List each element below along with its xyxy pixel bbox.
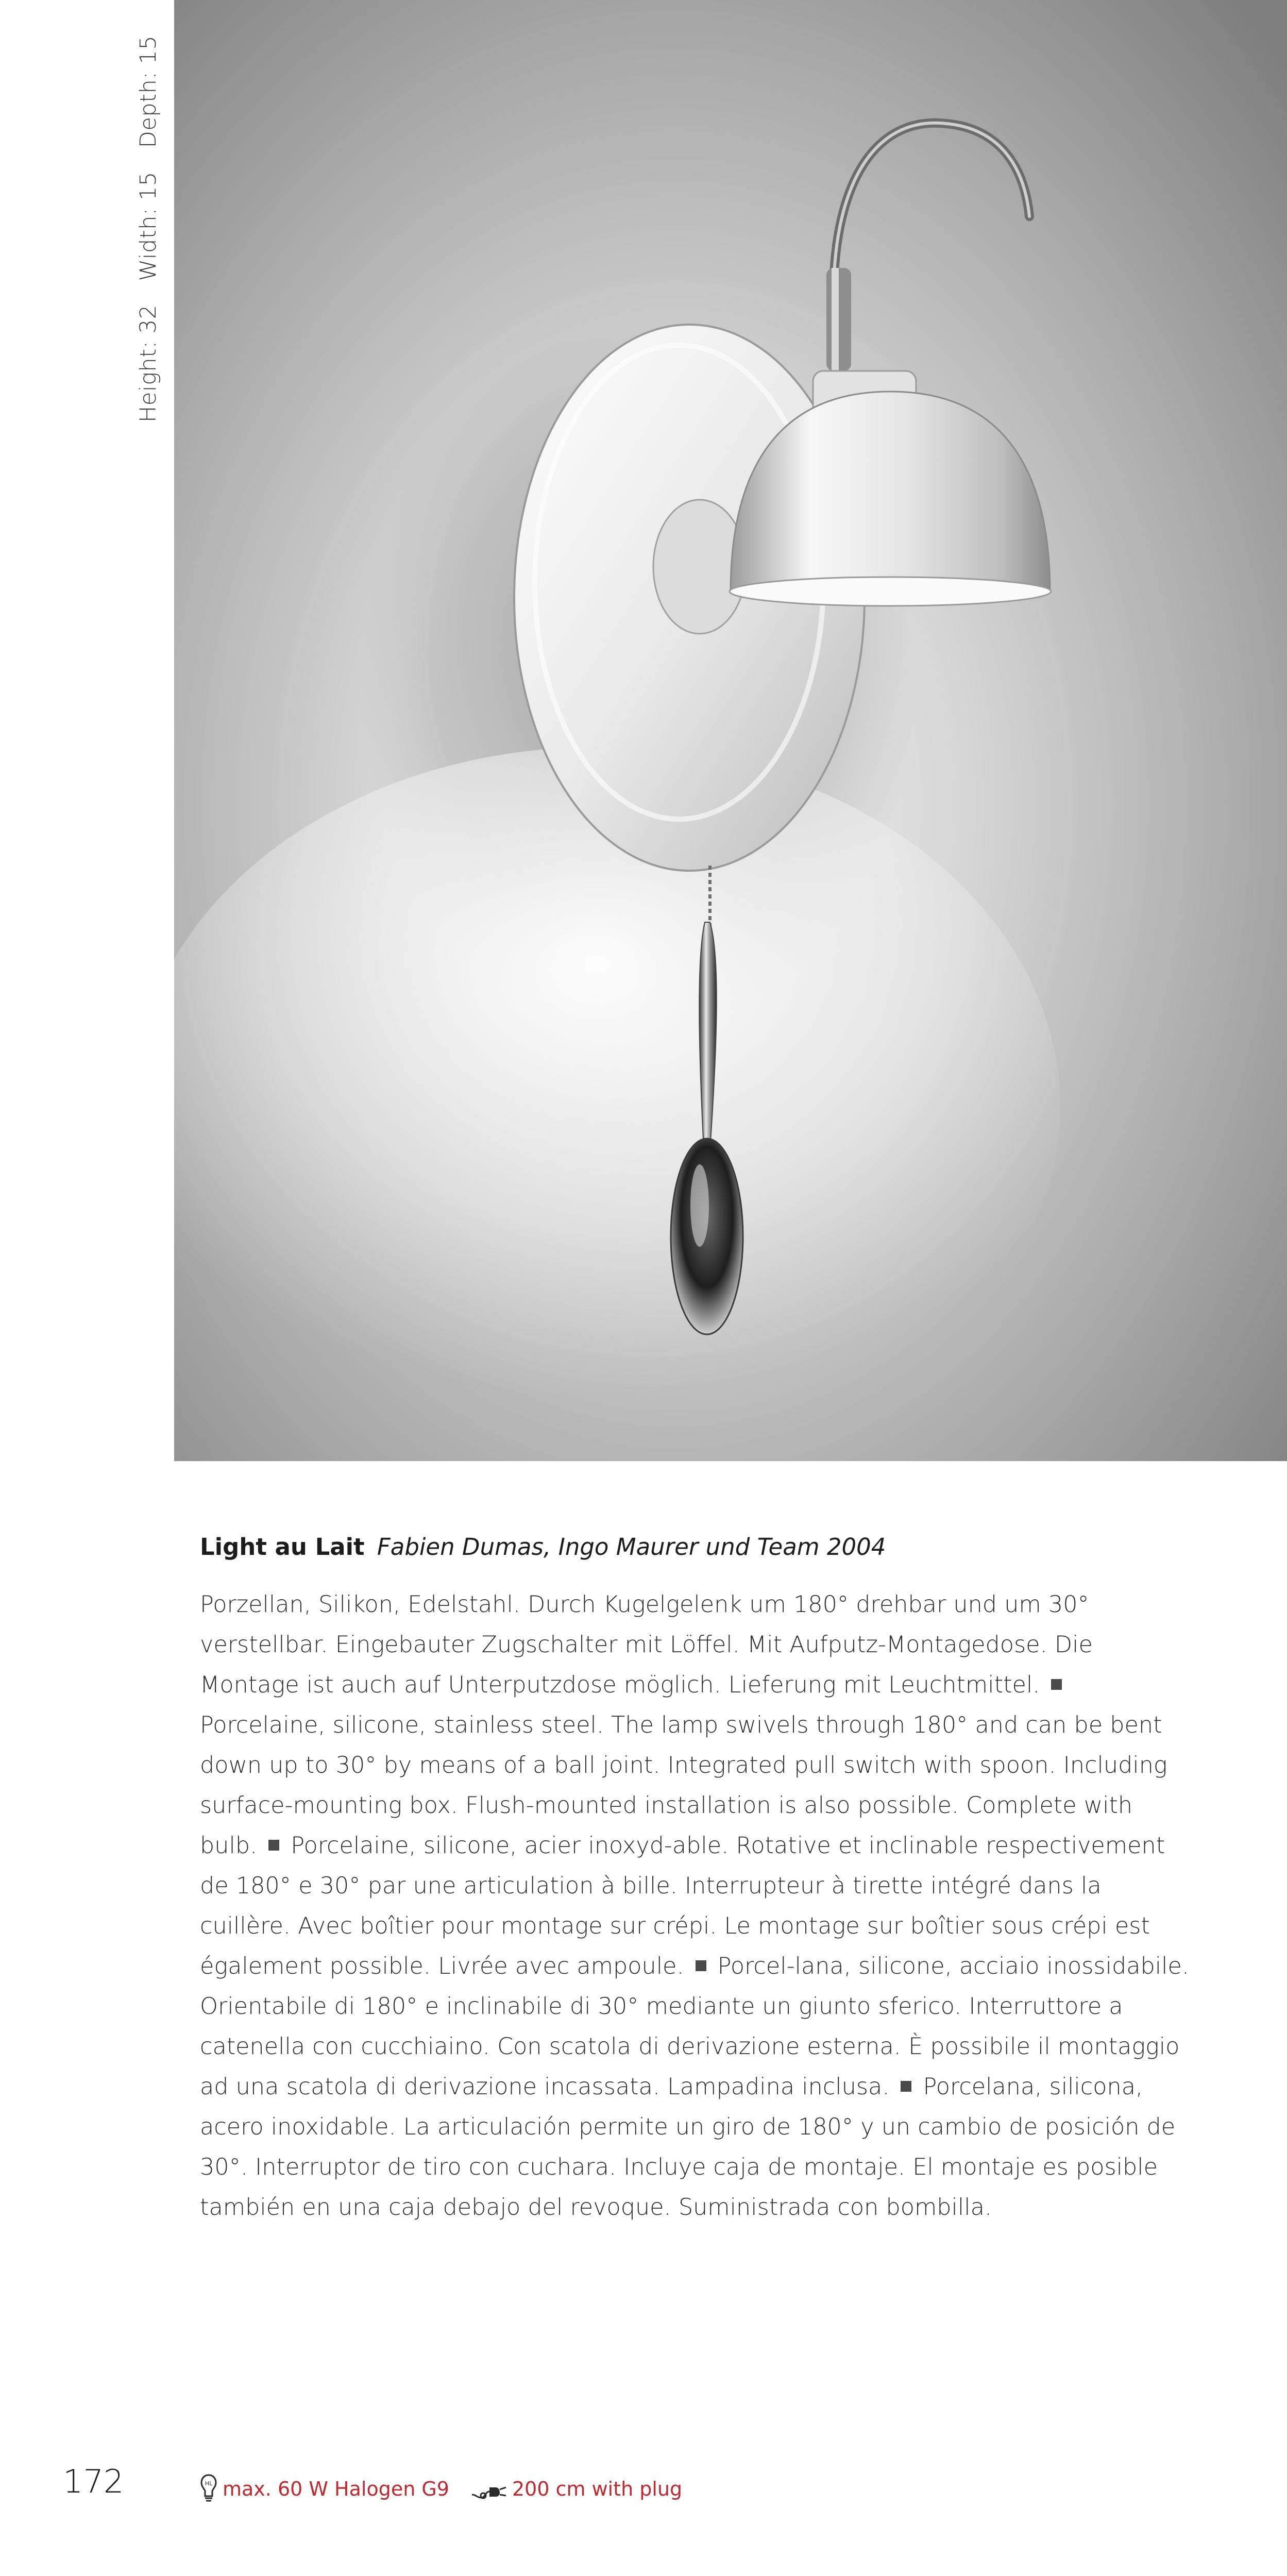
cable-spec: [471, 2477, 682, 2501]
description-french: Porcelaine, silicone, acier inoxyd-able. Rotative et inclinable respectivement de 180° e 30° par une articulation à bille. Interrupteur à tirette intégré dans la cuillère. Avec boîtier pour montage sur crépi. Le montage sur boîtier sous crépi est également possible. Livrée avec ampoule.: [200, 1833, 1165, 1979]
description-german: Porzellan, Silikon, Edelstahl. Durch Kugelgelenk um 180° drehbar und um 30° verstellbar. Eingebauter Zugschalter mit Löffel. Mit Aufputz-Montagedose. Die Montage ist auch auf Unterputzdose möglich. Lieferung mit Leuchtmittel.: [200, 1591, 1093, 1698]
product-name: Light au Lait: [200, 1533, 365, 1561]
bulb-spec-text: max. 60 W Halogen G9: [223, 2478, 449, 2500]
bulb-icon: [200, 2473, 217, 2504]
dimensions-label: [117, 0, 179, 428]
plug-icon: [471, 2477, 507, 2501]
product-title-line: [200, 1525, 1189, 1569]
height-dimension: Height: 32: [136, 304, 161, 422]
lamp-illustration: [174, 0, 1287, 1461]
product-photo: [174, 0, 1287, 1461]
separator-square-icon: [901, 2081, 911, 2092]
description-spanish: Porcelana, silicona, acero inoxidable. La articulación permite un giro de 180° y un cambio de posición de 30°. Interruptor de tiro con cuchara. Incluye caja de montaje. El montaje es posible también en una caja debajo del revoque. Suministrada con bombilla.: [200, 2074, 1176, 2221]
description-english: Porcelaine, silicone, stainless steel. The lamp swivels through 180° and can be bent down up to 30° by means of a ball joint. Integrated pull switch with spoon. Including surface-mounting box. Flush-mounted installation is also possible. Complete with bulb.: [200, 1712, 1167, 1859]
product-designers: Fabien Dumas, Ingo Maurer und Team 2004: [377, 1533, 886, 1561]
technical-specs: [200, 2471, 682, 2507]
separator-square-icon: [696, 1960, 706, 1971]
bulb-spec: [200, 2473, 449, 2504]
description-italian: Porcel-lana, silicone, acciaio inossidabile. Orientabile di 180° e inclinabile di 30° mediante un giunto sferico. Interruttore a catenella con cucchiaino. Con scatola di derivazione esterna. È possibile il montaggio ad una scatola di derivazione incassata. Lampadina inclusa.: [200, 1953, 1189, 2100]
depth-dimension: Depth: 15: [136, 35, 161, 148]
product-description-block: [200, 1525, 1189, 2228]
width-dimension: Width: 15: [136, 172, 161, 281]
separator-square-icon: [1051, 1679, 1062, 1690]
description-paragraph: [200, 1585, 1189, 2228]
svg-text:HL: HL: [205, 2480, 213, 2487]
separator-square-icon: [268, 1840, 279, 1851]
page-number: 172: [63, 2463, 124, 2500]
cable-spec-text: 200 cm with plug: [512, 2478, 683, 2500]
